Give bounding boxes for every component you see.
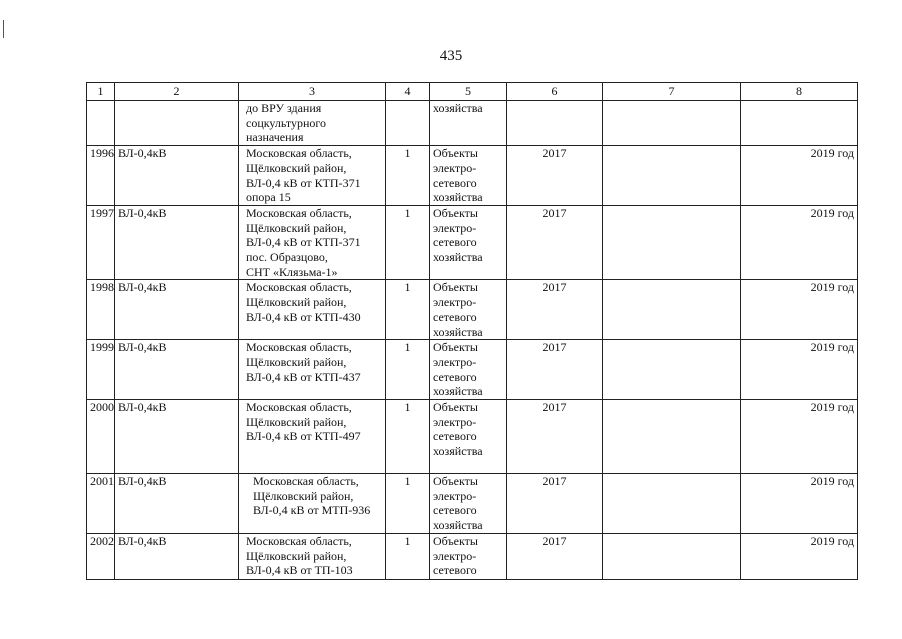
category-cell: [430, 400, 507, 474]
category-cell-line: сетевого: [433, 309, 477, 324]
quantity-cell: 1: [386, 205, 430, 280]
year-cell: 2017: [507, 146, 603, 206]
year-cell: 2017: [507, 340, 603, 400]
column-7-cell: [603, 101, 741, 146]
header-cell-3: 3: [239, 83, 386, 101]
term-cell: 2019 год: [741, 534, 858, 580]
address-cell-line: Щёлковский район,: [246, 548, 347, 563]
category-cell-line: электро-: [433, 160, 477, 175]
category-cell: [430, 474, 507, 534]
table-row: [87, 340, 858, 400]
header-cell-7: 7: [603, 83, 741, 101]
column-7-cell: [603, 146, 741, 206]
category-cell: [430, 101, 507, 146]
category-cell-line: сетевого: [433, 503, 477, 518]
address-cell-line: Московская область,: [246, 146, 352, 161]
category-cell: [430, 280, 507, 340]
column-7-cell: [603, 534, 741, 580]
address-cell-line: Щёлковский район,: [246, 220, 347, 235]
address-cell-line: ВЛ-0,4 кВ от КТП-430: [246, 309, 361, 324]
term-cell: 2019 год: [741, 474, 858, 534]
address-cell: [239, 340, 386, 400]
term-cell: 2019 год: [741, 280, 858, 340]
address-cell-line: соцкультурного: [246, 115, 327, 130]
address-cell-line: назначения: [246, 130, 304, 145]
address-cell-line: Московская область,: [246, 400, 352, 415]
category-cell-line: сетевого: [433, 175, 477, 190]
address-cell-line: Московская область,: [246, 205, 352, 220]
term-cell: 2019 год: [741, 400, 858, 474]
category-cell-line: хозяйства: [433, 101, 483, 115]
category-cell-line: хозяйства: [433, 190, 483, 205]
table-row: [87, 101, 858, 146]
row-number-cell: 2002: [87, 534, 115, 580]
address-cell-line: ВЛ-0,4 кВ от КТП-437: [246, 369, 361, 384]
address-cell-line: ВЛ-0,4 кВ от ТП-103: [246, 563, 353, 578]
header-row: [87, 83, 858, 101]
address-cell-line: пос. Образцово,: [246, 250, 328, 265]
address-cell: [239, 534, 386, 580]
category-cell: [430, 340, 507, 400]
quantity-cell: 1: [386, 280, 430, 340]
address-cell: [239, 205, 386, 280]
header-cell-4: 4: [386, 83, 430, 101]
category-cell-line: сетевого: [433, 235, 477, 250]
term-cell: 2019 год: [741, 146, 858, 206]
category-cell-line: Объекты: [433, 400, 478, 415]
address-cell-line: Щёлковский район,: [246, 295, 347, 310]
category-cell-line: сетевого: [433, 563, 477, 578]
category-cell-line: Объекты: [433, 146, 478, 161]
category-cell-line: электро-: [433, 295, 477, 310]
quantity-cell: 1: [386, 400, 430, 474]
header-cell-5: 5: [430, 83, 507, 101]
category-cell-line: хозяйства: [433, 518, 483, 533]
category-cell-line: электро-: [433, 488, 477, 503]
header-cell-2: 2: [115, 83, 239, 101]
year-cell: 2017: [507, 205, 603, 280]
object-type-cell: ВЛ-0,4кВ: [115, 340, 239, 400]
quantity-cell: 1: [386, 340, 430, 400]
category-cell: [430, 205, 507, 280]
object-type-cell: [115, 101, 239, 146]
category-cell-line: сетевого: [433, 429, 477, 444]
category-cell-line: электро-: [433, 548, 477, 563]
category-cell-line: Объекты: [433, 280, 478, 295]
table-row: [87, 534, 858, 580]
address-cell: [239, 101, 386, 146]
address-cell-line: ВЛ-0,4 кВ от КТП-371: [246, 175, 361, 190]
column-7-cell: [603, 205, 741, 280]
row-number-cell: 1997: [87, 205, 115, 280]
category-cell-line: Объекты: [433, 340, 478, 355]
address-cell-line: Московская область,: [246, 280, 352, 295]
category-cell-line: Объекты: [433, 534, 478, 549]
table-row: [87, 400, 858, 474]
quantity-cell: 1: [386, 146, 430, 206]
address-cell-line: Московская область,: [253, 474, 359, 489]
column-7-cell: [603, 340, 741, 400]
category-cell: [430, 534, 507, 580]
year-cell: 2017: [507, 280, 603, 340]
year-cell: 2017: [507, 474, 603, 534]
quantity-cell: 1: [386, 534, 430, 580]
address-cell-line: Щёлковский район,: [246, 160, 347, 175]
category-cell: [430, 146, 507, 206]
address-cell: [239, 146, 386, 206]
table-row: [87, 146, 858, 206]
category-cell-line: хозяйства: [433, 444, 483, 459]
address-cell-line: Щёлковский район,: [253, 488, 354, 503]
object-type-cell: ВЛ-0,4кВ: [115, 146, 239, 206]
table-header: [87, 83, 858, 101]
address-cell: [239, 474, 386, 534]
address-cell-line: Московская область,: [246, 534, 352, 549]
term-cell: 2019 год: [741, 340, 858, 400]
table-row: [87, 474, 858, 534]
year-cell: [507, 101, 603, 146]
category-cell-line: сетевого: [433, 369, 477, 384]
address-cell-line: Московская область,: [246, 340, 352, 355]
address-cell-line: опора 15: [246, 190, 291, 205]
table-body: [87, 101, 858, 580]
term-cell: 2019 год: [741, 205, 858, 280]
address-cell-line: Щёлковский район,: [246, 354, 347, 369]
category-cell-line: электро-: [433, 354, 477, 369]
row-number-cell: [87, 101, 115, 146]
object-type-cell: ВЛ-0,4кВ: [115, 400, 239, 474]
year-cell: 2017: [507, 534, 603, 580]
column-7-cell: [603, 474, 741, 534]
object-type-cell: ВЛ-0,4кВ: [115, 474, 239, 534]
address-cell-line: СНТ «Клязьма-1»: [246, 264, 338, 279]
page-number: 435: [439, 48, 463, 64]
category-cell-line: хозяйства: [433, 384, 483, 399]
address-cell-line: ВЛ-0,4 кВ от КТП-371: [246, 235, 361, 250]
address-cell-line: Щёлковский район,: [246, 414, 347, 429]
row-number-cell: 1996: [87, 146, 115, 206]
quantity-cell: [386, 101, 430, 146]
header-cell-6: 6: [507, 83, 603, 101]
address-cell: [239, 280, 386, 340]
table-row: [87, 205, 858, 280]
scan-edge-mark: [3, 20, 4, 38]
row-number-cell: 2001: [87, 474, 115, 534]
term-cell: [741, 101, 858, 146]
category-cell-line: электро-: [433, 414, 477, 429]
category-cell-line: Объекты: [433, 474, 478, 489]
object-type-cell: ВЛ-0,4кВ: [115, 534, 239, 580]
address-cell-line: ВЛ-0,4 кВ от МТП-936: [253, 503, 371, 518]
category-cell-line: электро-: [433, 220, 477, 235]
category-cell-line: хозяйства: [433, 250, 483, 265]
object-type-cell: ВЛ-0,4кВ: [115, 280, 239, 340]
row-number-cell: 1999: [87, 340, 115, 400]
row-number-cell: 2000: [87, 400, 115, 474]
category-cell-line: Объекты: [433, 205, 478, 220]
header-cell-1: 1: [87, 83, 115, 101]
column-7-cell: [603, 280, 741, 340]
category-cell-line: хозяйства: [433, 324, 483, 339]
address-cell-line: ВЛ-0,4 кВ от КТП-497: [246, 429, 361, 444]
row-number-cell: 1998: [87, 280, 115, 340]
header-cell-8: 8: [741, 83, 858, 101]
object-type-cell: ВЛ-0,4кВ: [115, 205, 239, 280]
quantity-cell: 1: [386, 474, 430, 534]
table-row: [87, 280, 858, 340]
column-7-cell: [603, 400, 741, 474]
address-cell-line: до ВРУ здания: [246, 101, 322, 115]
year-cell: 2017: [507, 400, 603, 474]
registry-table: [86, 82, 858, 580]
address-cell: [239, 400, 386, 474]
